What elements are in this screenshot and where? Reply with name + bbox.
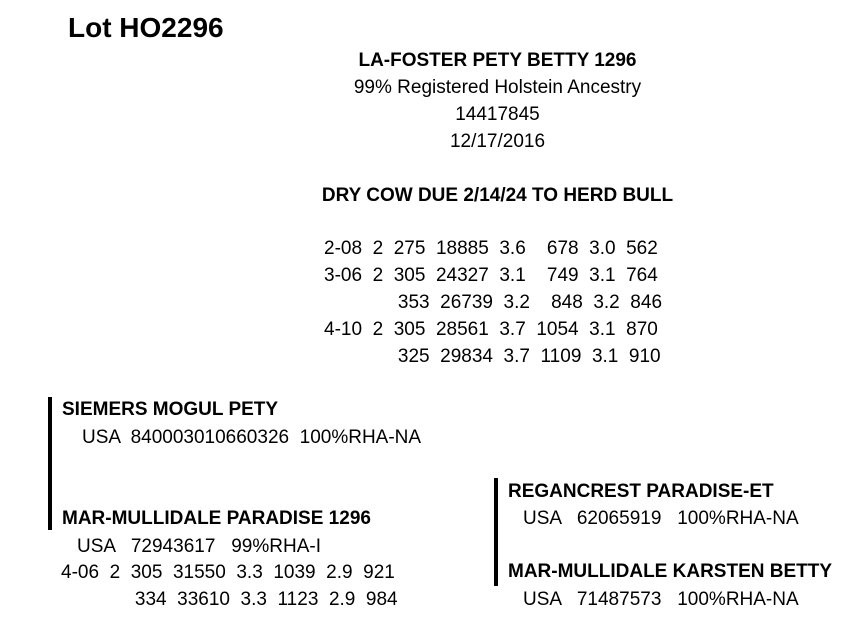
registration-number: 14417845: [455, 104, 540, 125]
record-row: 3-06 2 305 24327 3.1 749 3.1 764: [324, 265, 658, 286]
record-row: 4-10 2 305 28561 3.7 1054 3.1 870: [324, 319, 658, 340]
ancestry-line: 99% Registered Holstein Ancestry: [353, 77, 642, 98]
lot-number: Lot HO2296: [68, 12, 224, 43]
record-row: 353 26739 3.2 848 3.2 846: [324, 292, 663, 313]
pedigree-bracket-right: [494, 478, 498, 586]
sire-info: USA 840003010660326 100%RHA-NA: [82, 427, 422, 448]
record-row: 2-08 2 275 18885 3.6 678 3.0 562: [324, 238, 658, 259]
dam-info: USA 72943617 99%RHA-I: [77, 536, 321, 557]
pedigree-bracket-left: [48, 397, 52, 530]
sire-name: SIEMERS MOGUL PETY: [62, 399, 279, 420]
dam-record-row: 4-06 2 305 31550 3.3 1039 2.9 921: [61, 562, 395, 583]
breeding-status: DRY COW DUE 2/14/24 TO HERD BULL: [321, 185, 674, 206]
dam-name: MAR-MULLIDALE PARADISE 1296: [62, 508, 371, 529]
maternal-grandsire-info: USA 62065919 100%RHA-NA: [523, 508, 799, 529]
birth-date: 12/17/2016: [449, 131, 546, 152]
maternal-granddam-name: MAR-MULLIDALE KARSTEN BETTY: [508, 561, 833, 582]
maternal-granddam-info: USA 71487573 100%RHA-NA: [523, 589, 799, 610]
cow-name: LA-FOSTER PETY BETTY 1296: [358, 50, 637, 71]
maternal-grandsire-name: REGANCREST PARADISE-ET: [508, 481, 774, 502]
record-row: 325 29834 3.7 1109 3.1 910: [324, 346, 661, 367]
dam-record-row: 334 33610 3.3 1123 2.9 984: [61, 589, 398, 610]
